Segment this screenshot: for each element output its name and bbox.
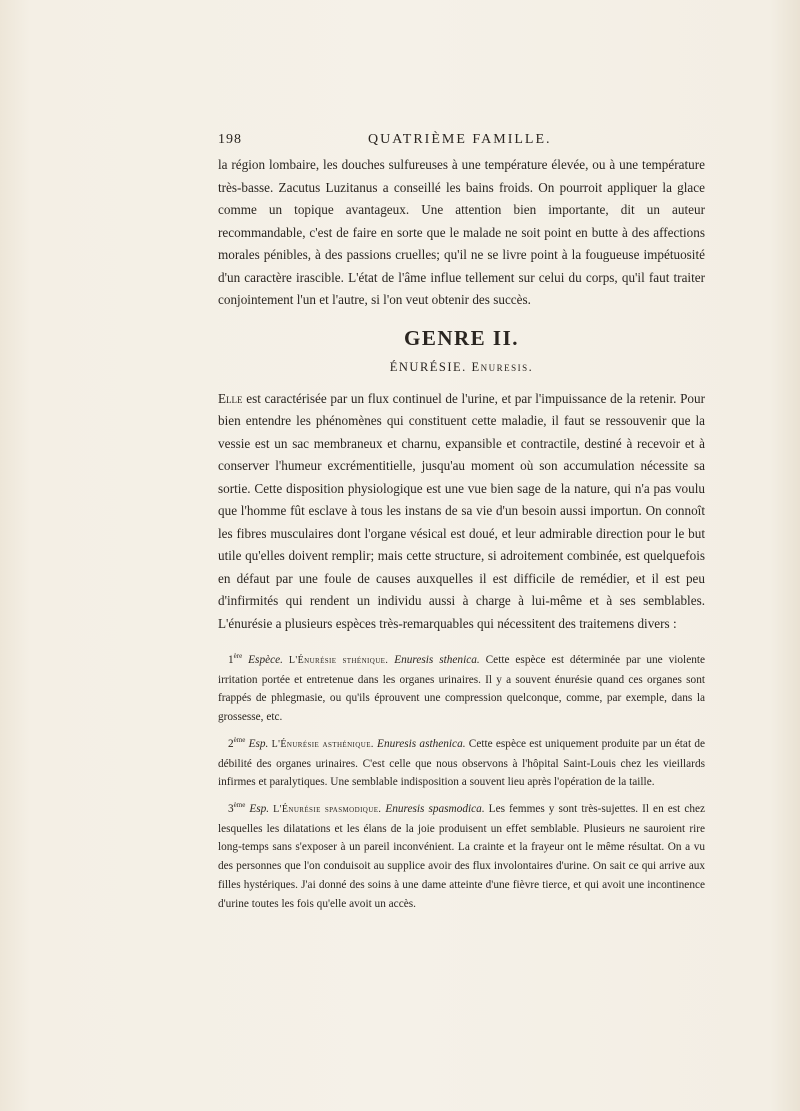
species-name-french: L'Énurésie spasmodique. — [273, 803, 382, 815]
species-name-latin: Enuresis asthenica. — [377, 737, 466, 750]
main-paragraph — [218, 388, 705, 636]
species-name-french: L'Énurésie sthénique. — [288, 654, 389, 666]
species-ordinal: ère — [233, 652, 243, 660]
main-paragraph-text: est caractérisée par un flux continuel de l'urine, et par l'impuissance de la retenir. Pour bien entendre les phénomènes qui constituent cette maladie, il faut se ressouvenir que la vessie est un sac membraneux et charnu, expansible et contractile, destiné à recevoir et à conserver l'humeur excrémentitielle, jusqu'au moment où son accumulation nécessite sa sortie. Cette disposition physiologique est une vue bien sage de la nature, qui n'a pas voulu que l'homme fût esclave à tous les instans de sa vie d'un besoin aussi importun. On connoît les fibres musculaires dont l'organe vésical est doué, et leur admirable direction pour le but utile qu'elles doivent remplir; mais cette structure, si adroitement combinée, est quelquefois en défaut par une foule de causes auxquelles il est difficile de remédier, et il est peu d'infirmités qui rendent un individu aussi à charge à lui-même et à ses semblables. L'énurésie a plusieurs espèces très-remarquables qui nécessitent des traitemens divers : — [218, 390, 705, 631]
species-abbr: Espèce. — [248, 653, 283, 666]
running-head — [218, 132, 705, 154]
paragraph-continued: la région lombaire, les douches sulfureuses à une température élevée, ou à une température très-basse. Zacutus Luzitanus a conseillé les bains froids. On pourroit appliquer la glace comme un topique avantageux. Une attention bien importante, dit un auteur recommandable, c'est de faire en sorte que le malade ne soit point en butte à des affections morales pénibles, à des passions cruelles; qu'il ne se livre point à la fougueuse impétuosité d'un caractère irascible. L'état de l'âme influe tellement sur celui du corps, qu'il faut traiter conjointement l'un et l'autre, si l'on veut obtenir des succès. — [218, 157, 705, 307]
species-entry-3 — [218, 796, 705, 914]
genre-name-french: ÉNURÉSIE. — [389, 359, 467, 374]
species-number: 1 — [228, 653, 234, 666]
species-abbr: Esp. — [248, 737, 269, 750]
genre-name-latin: Enuresis. — [471, 359, 534, 374]
initial-word: Elle — [218, 390, 243, 406]
species-name-latin: Enuresis sthenica. — [394, 653, 480, 666]
species-abbr: Esp. — [249, 802, 270, 815]
species-name-latin: Enuresis spasmodica. — [385, 802, 485, 815]
species-entry-1 — [218, 647, 705, 727]
running-title: QUATRIÈME FAMILLE. — [368, 132, 552, 147]
text-column — [218, 132, 705, 914]
species-ordinal: ème — [233, 801, 246, 810]
species-ordinal: ème — [233, 735, 246, 744]
species-name-french: L'Énurésie asthénique. — [271, 738, 374, 750]
species-number: 3 — [228, 802, 234, 815]
species-number: 2 — [228, 737, 234, 750]
genre-title: GENRE II. — [403, 325, 520, 350]
genre-subtitle — [218, 360, 705, 388]
species-description: Les femmes y sont très-sujettes. Il en est chez lesquelles les dilatations et les élans de la joie produisent un effet semblable. Plusieurs ne sauroient rire long-temps sans s'exposer à un pareil inconvénient. La crainte et la frayeur ont le même résultat. On a vu des personnes que l'on conduisoit au supplice avoir des flux involontaires d'urine. On sait ce qui arrive aux filles hystériques. J'ai donné des soins à une dame atteinte d'une fièvre tierce, et qui avoit une incontinence d'urine toutes les fois qu'elle avoit un accès. — [218, 802, 706, 910]
species-description: Cette espèce est déterminée par une violente irritation portée et entretenue dans les organes urinaires. Il y a souvent énurésie quand ces organes sont frappés de phlegmasie, ou qu'ils éprouvent une compression quelconque, comme, par exemple, dans la grossesse, etc. — [218, 653, 706, 724]
page-number: 198 — [218, 132, 242, 147]
species-entry-2 — [218, 731, 705, 792]
species-description: Cette espèce est uniquement produite par un état de débilité des organes urinaires. C'est celle que nous observons à l'hôpital Saint-Louis chez les vieillards infirmes et paralytiques. Une semblable indisposition a souvent lieu après l'opération de la taille. — [218, 737, 706, 789]
